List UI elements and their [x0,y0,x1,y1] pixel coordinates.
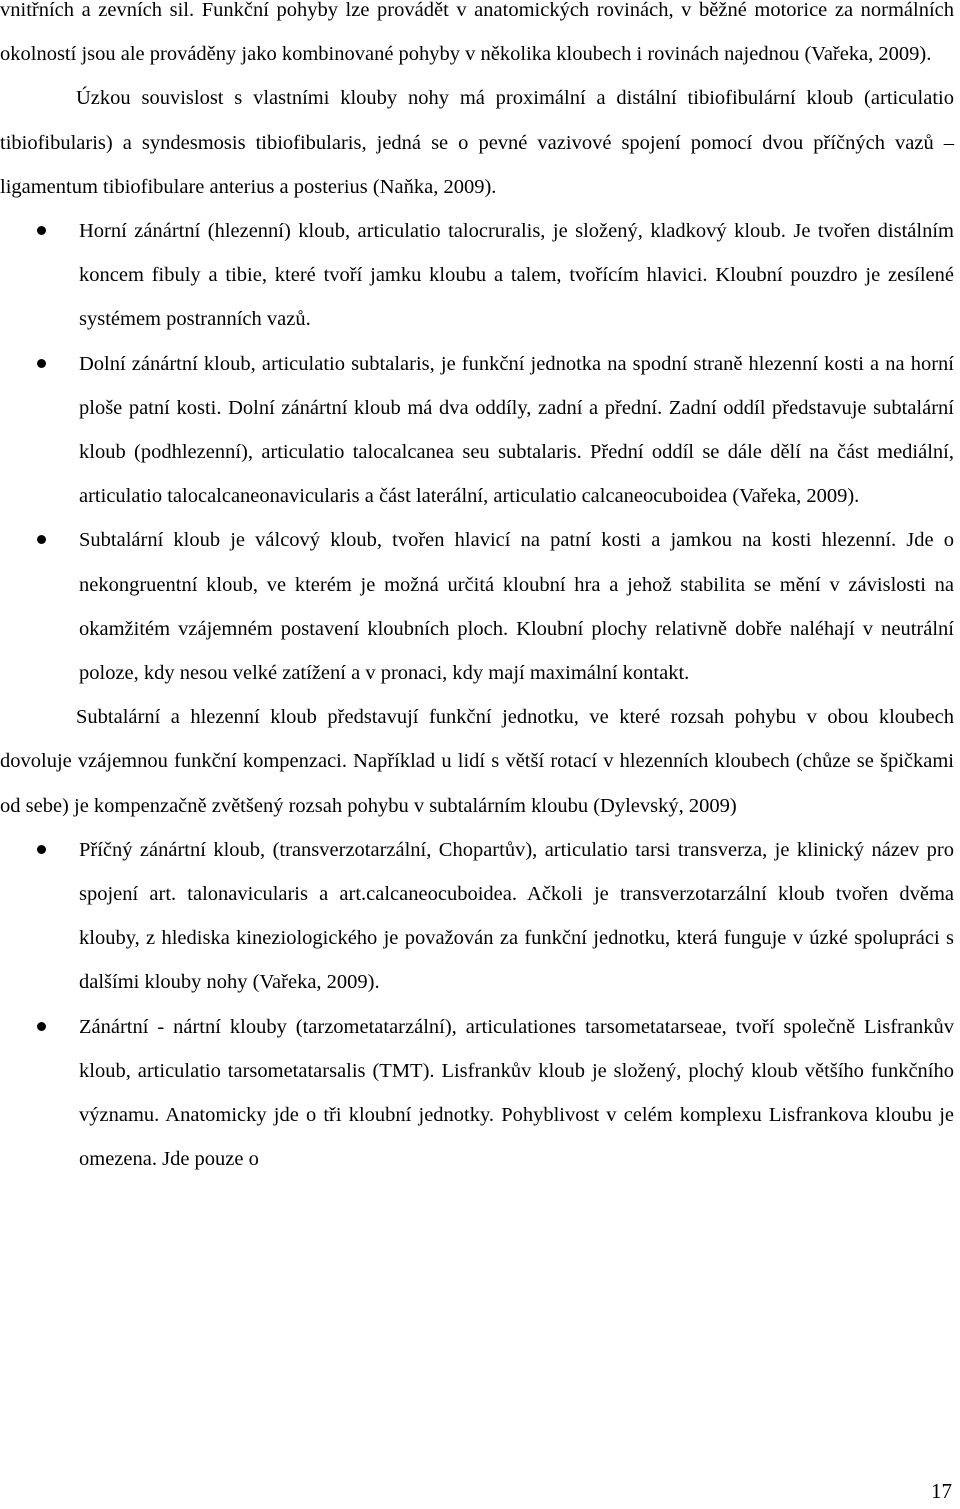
bullet-icon [37,1022,46,1031]
bullet-item-subtalar [0,518,954,695]
bullet-item-chopart [0,828,954,1005]
bullet-list-joints [0,209,954,695]
bullet-text: Subtalární kloub je válcový kloub, tvořen hlavicí na patní kosti a jamkou na kosti hlezenní. Jde o nekongruentní kloub, ve kterém je možná určitá kloubní hra a jehož stabilita se mění v závislosti na okamžitém vzájemném postavení kloubních ploch. Kloubní plochy relativně dobře naléhají v neutrální poloze, kdy nesou velké zatížení a v pronaci, kdy mají maximální kontakt. [79,529,954,685]
bullet-text: Zánártní - nártní klouby (tarzometatarzální), articulationes tarsometatarseae, tvoří společně Lisfrankův kloub, articulatio tarsometatarsalis (TMT). Lisfrankův kloub je složený, plochý kloub většího funkčního významu. Anatomicky jde o tři kloubní jednotky. Pohyblivost v celém komplexu Lisfrankova kloubu je omezena. Jde pouze o [79,1015,954,1171]
bullet-item-lisfranc [0,1005,954,1182]
bullet-item-talocrural [0,209,954,342]
bullet-icon [37,845,46,854]
bullet-list-joints-2 [0,828,954,1182]
paragraph-subtalar: Subtalární a hlezenní kloub představují funkční jednotku, ve které rozsah pohybu v obou kloubech dovoluje vzájemnou funkční kompenzaci. Například u lidí s větší rotací v hlezenních kloubech (chůze se špičkami od sebe) je kompenzačně zvětšený rozsah pohybu v subtalárním kloubu (Dylevský, 2009) [0,706,954,817]
paragraph-continuation: vnitřních a zevních sil. Funkční pohyby lze provádět v anatomických rovinách, v běžné motorice za normálních okolností jsou ale prováděny jako kombinované pohyby v několika kloubech i rovinách najednou (Vařeka, 2009). [0,0,954,66]
bullet-icon [37,535,46,544]
bullet-item-subtalar-lower [0,342,954,519]
bullet-text: Příčný zánártní kloub, (transverzotarzální, Chopartův), articulatio tarsi transverza, je klinický název pro spojení art. talonavicularis a art.calcaneocuboidea. Ačkoli je transverzotarzální kloub tvořen dvěma klouby, z hlediska kineziologického je považován za funkční jednotku, která funguje v úzké spolupráci s dalšími klouby nohy (Vařeka, 2009). [79,838,954,994]
bullet-text: Horní zánártní (hlezenní) kloub, articulatio talocruralis, je složený, kladkový kloub. Je tvořen distálním koncem fibuly a tibie, které tvoří jamku kloubu a talem, tvořícím hlavici. Kloubní pouzdro je zesílené systémem postranních vazů. [79,220,954,331]
bullet-icon [37,226,46,235]
bullet-icon [37,359,46,368]
page-number: 17 [931,1479,952,1503]
paragraph-tibiofibular: Úzkou souvislost s vlastními klouby nohy má proximální a distální tibiofibulární kloub (articulatio tibiofibularis) a syndesmosis tibiofibularis, jedná se o pevné vazivové spojení pomocí dvou příčných vazů – ligamentum tibiofibulare anterius a posterius (Naňka, 2009). [0,87,954,198]
bullet-text: Dolní zánártní kloub, articulatio subtalaris, je funkční jednotka na spodní straně hlezenní kosti a na horní ploše patní kosti. Dolní zánártní kloub má dva oddíly, zadní a přední. Zadní oddíl představuje subtalární kloub (podhlezenní), articulatio talocalcanea seu subtalaris. Přední oddíl se dále dělí na část mediální, articulatio talocalcaneonavicularis a část laterální, articulatio calcaneocuboidea (Vařeka, 2009). [79,352,954,508]
